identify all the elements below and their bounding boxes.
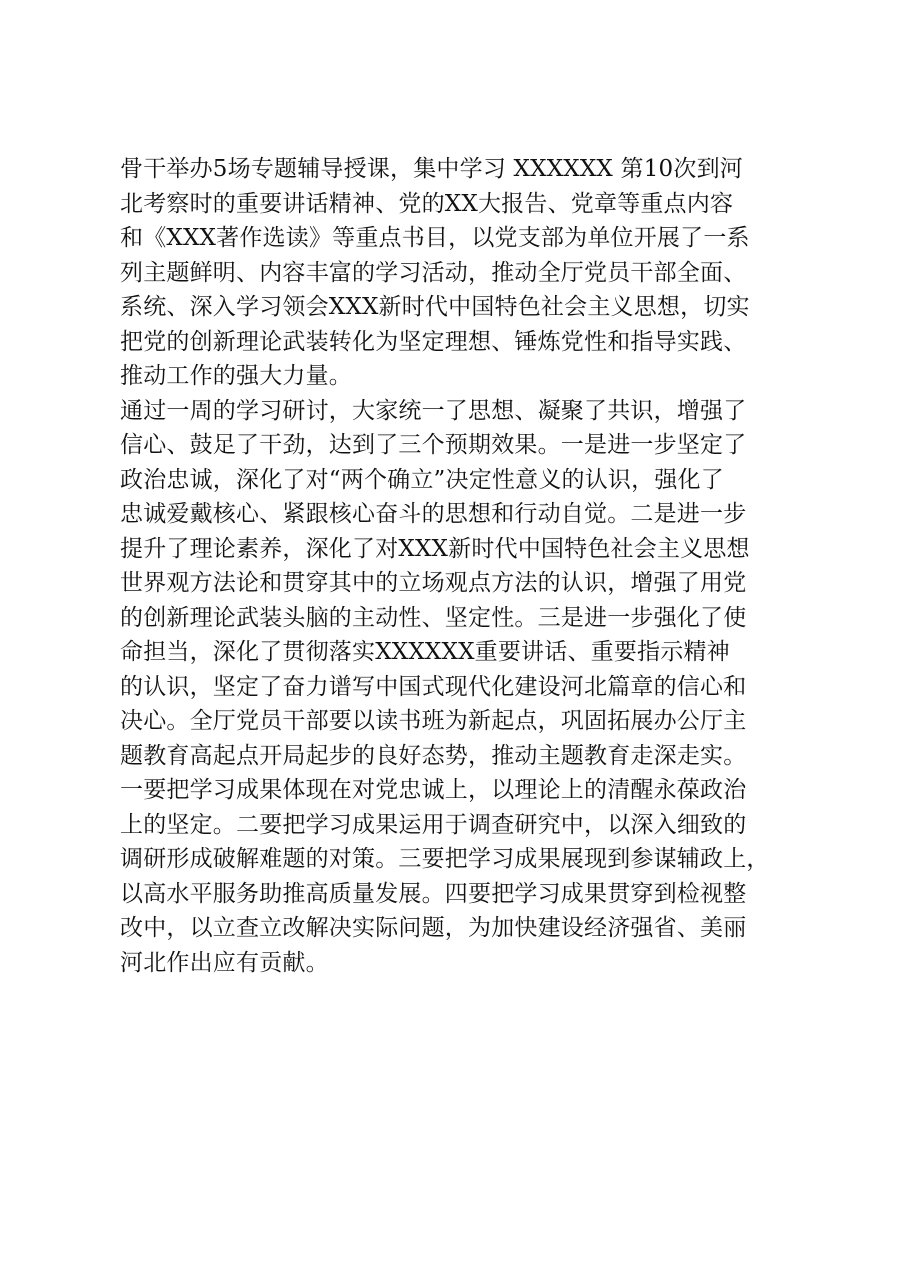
text-line: 和《XXX著作选读》等重点书目，以党支部为单位开展了一系 — [120, 225, 750, 251]
text-line: 改中，以立查立改解决实际问题，为加快建设经济强省、美丽 — [120, 915, 747, 941]
text-line: 北考察时的重要讲话精神、党的XX大报告、党章等重点内容 — [120, 190, 734, 217]
text-line: 骨干举办5场专题辅导授课，集中学习 XXXXXX 第10次到河 — [120, 156, 743, 182]
text-line: 以高水平服务助推高质量发展。四要把学习成果贯穿到检视整 — [120, 880, 747, 907]
text-line: 河北作出应有贡献。 — [120, 949, 329, 976]
text-line: 忠诚爱戴核心、紧跟核心奋斗的思想和行动自觉。二是进一步 — [120, 501, 747, 527]
document-body — [120, 152, 800, 980]
text-line: 系统、深入学习领会XXX新时代中国特色社会主义思想，切实 — [120, 294, 750, 320]
text-line: 列主题鲜明、内容丰富的学习活动，推动全厅党员干部全面、 — [120, 259, 747, 286]
text-line: 政治忠诚，深化了对“两个确立”决定性意义的认识，强化了 — [120, 466, 724, 493]
text-line: 把党的创新理论武装转化为坚定理想、锤炼党性和指导实践、 — [120, 328, 747, 355]
text-line: 的认识，坚定了奋力谱写中国式现代化建设河北篇章的信心和 — [120, 673, 747, 700]
text-line: 提升了理论素养，深化了对XXX新时代中国特色社会主义思想 — [120, 535, 750, 562]
text-line: 题教育高起点开局起步的良好态势，推动主题教育走深走实。 — [120, 742, 747, 769]
text-line: 上的坚定。二要把学习成果运用于调查研究中，以深入细致的 — [120, 811, 747, 838]
text-line: 的创新理论武装头脑的主动性、坚定性。三是进一步强化了使 — [120, 604, 747, 631]
text-line: 命担当，深化了贯彻落实XXXXXX重要讲话、重要指示精神 — [120, 639, 730, 665]
text-line: 决心。全厅党员干部要以读书班为新起点，巩固拓展办公厅主 — [120, 708, 747, 734]
text-line: 世界观方法论和贯穿其中的立场观点方法的认识，增强了用党 — [120, 570, 747, 596]
text-line: 信心、鼓足了干劲，达到了三个预期效果。一是进一步坚定了 — [120, 432, 747, 458]
text-line: 调研形成破解难题的对策。三要把学习成果展现到参谋辅政上， — [120, 846, 770, 872]
text-line: 一要把学习成果体现在对党忠诚上，以理论上的清醒永葆政治 — [120, 777, 747, 803]
text-line: 通过一周的学习研讨，大家统一了思想、凝聚了共识，增强了 — [120, 397, 747, 424]
text-line: 推动工作的强大力量。 — [120, 363, 352, 389]
